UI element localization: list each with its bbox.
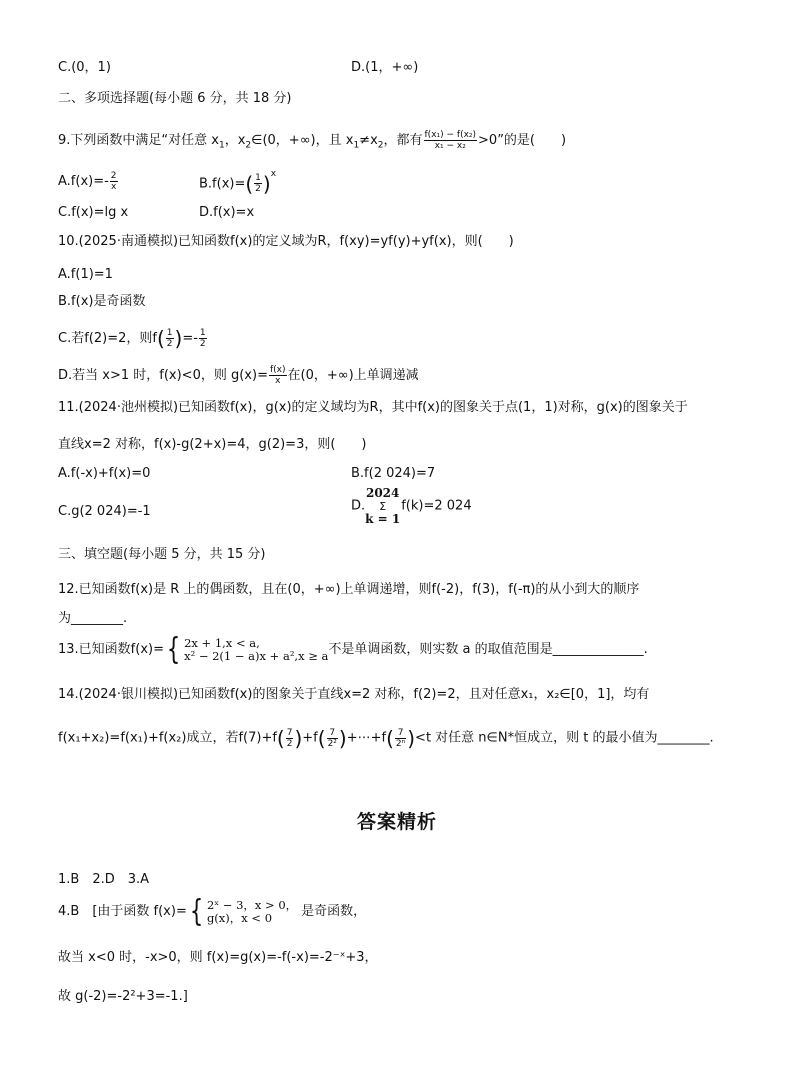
q11-stem-line1: 11.(2024·池州模拟)已知函数f(x)，g(x)的定义域均为R，其中f(x)的图象关于点(1，1)对称，g(x)的图象关于 [58, 400, 688, 415]
summation-symbol: 2024 Σ k = 1 [365, 486, 401, 526]
left-brace-icon: { [189, 894, 204, 929]
q13-piecewise: 2x + 1,x < a, x² − 2(1 − a)x + a²,x ≥ a [184, 636, 329, 663]
q12-line2: 为________. [58, 611, 128, 626]
q9-option-d: D.f(x)=x [199, 205, 255, 220]
q11-option-b: B.f(2 024)=7 [351, 466, 436, 481]
left-brace-icon: { [166, 632, 181, 667]
q10-option-a: A.f(1)=1 [58, 267, 113, 282]
q11-stem-line2: 直线x=2 对称，f(x)-g(2+x)=4，g(2)=3，则( ) [58, 437, 367, 452]
q9-stem: 9.下列函数中满足“对任意 $x_1$，$x_2\in(0$，+∞)，且 $x_1\ne x_2$，都有 $\frac{\text{f(x₁) − f(x₂)}}{\text{x₁ − x₂}}$ >0”的是( ) [58, 130, 567, 151]
q11-option-a: A.f(-x)+f(x)=0 [58, 466, 151, 481]
q9-option-c: C.f(x)=lg x [58, 205, 129, 220]
q13-stem: 13.已知函数f(x)={ 2x + 1,x < a, x² − 2(1 − a)x + a²,x ≥ a 不是单调函数，则实数 a 的取值范围是______________. [58, 632, 648, 667]
answer-title: 答案精析 [356, 811, 437, 833]
q4-piecewise: 2ˣ − 3，x > 0， g(x)，x < 0 [206, 898, 298, 925]
q14-line1: 14.(2024·银川模拟)已知函数f(x)的图象关于直线x=2 对称，f(2)=2，且对任意x₁，x₂∈[0，1]，均有 [58, 687, 650, 702]
section3-header: 三、填空题(每小题 5 分，共 15 分) [58, 547, 266, 562]
q14-line2: f(x₁+x₂)=f(x₁)+f(x₂)成立，若f(7)+f( $\frac{7}{2}$ )+f( $\frac{7}{\text{2²}}$ )+⋯+f( $\frac{7}{\text{2ⁿ}}$ )<t 对任意 n∈N*恒成立，则 t 的最小值为________. [58, 726, 714, 751]
q9-option-a: A.f(x)=- $\frac{2}{x}$ [58, 171, 117, 192]
q10-option-b: B.f(x)是奇函数 [58, 294, 146, 309]
q9-option-b: B.f(x)=( $\frac{1}{2}$ )$^x$ [199, 169, 277, 196]
option-d-top: D.(1，+∞) [351, 60, 419, 75]
q9-fraction: $\frac{\text{f(x₁) − f(x₂)}}{\text{x₁ − x₂}}$ [424, 130, 477, 151]
answers-q4: 4.B [由于函数 f(x)={ 2ˣ − 3，x > 0， g(x)，x < 0 是奇函数， [58, 894, 367, 929]
answers-line4: 故 g(-2)=-2²+3=-1.] [58, 989, 188, 1004]
q11-option-d: D. 2024 Σ k = 1 f(k)=2 024 [351, 486, 472, 526]
answers-line3: 故当 x<0 时，-x>0，则 f(x)=g(x)=-f(-x)=-2⁻ˣ+3， [58, 950, 378, 965]
option-c-top: C.(0，1) [58, 60, 111, 75]
q10-option-c: C.若f(2)=2，则f( $\frac{1}{2}$ )=- $\frac{1}{2}$ [58, 326, 206, 351]
q11-option-c: C.g(2 024)=-1 [58, 504, 151, 519]
q10-stem: 10.(2025·南通模拟)已知函数f(x)的定义域为R，f(xy)=yf(y)+yf(x)，则( ) [58, 234, 514, 249]
q12-line1: 12.已知函数f(x)是 R 上的偶函数，且在(0，+∞)上单调递增，则f(-2)，f(3)，f(-π)的从小到大的顺序 [58, 582, 640, 597]
section2-header: 二、多项选择题(每小题 6 分，共 18 分) [58, 91, 292, 106]
answers-line1: 1.B 2.D 3.A [58, 872, 150, 887]
q10-option-d: D.若当 x>1 时，f(x)<0，则 g(x)= $\frac{f(x)}{x}$ 在(0，+∞)上单调递减 [58, 365, 419, 386]
